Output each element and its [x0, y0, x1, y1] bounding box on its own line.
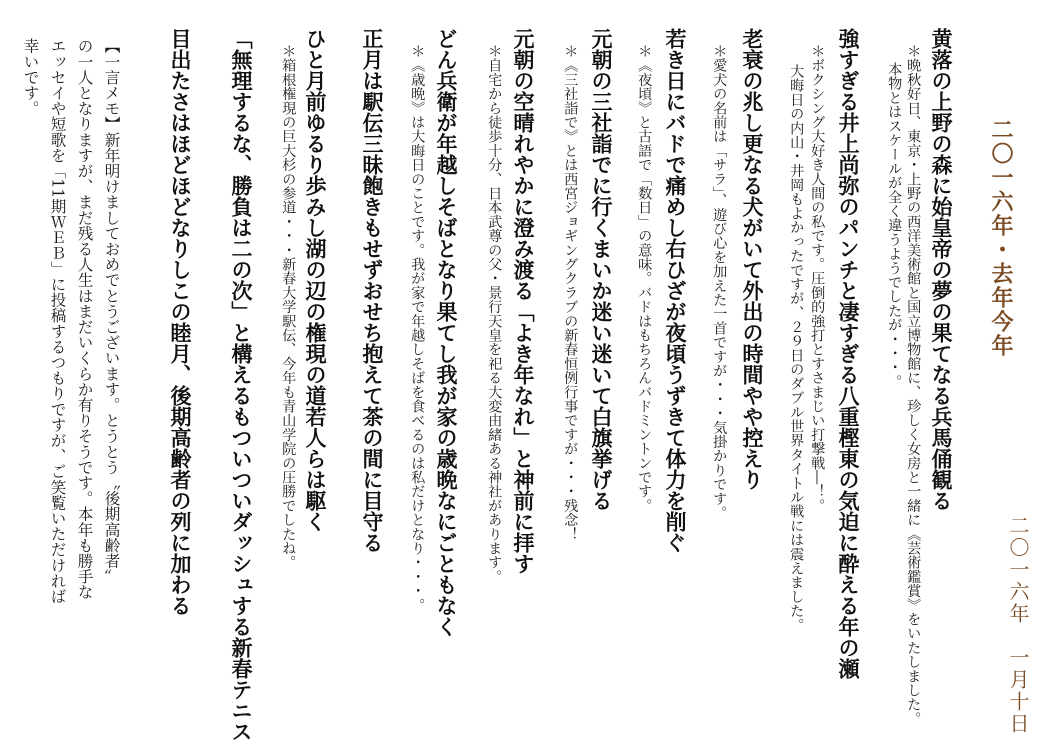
- poem-3: 老衰の兆し更なる犬がいて外出の時間やや控えり: [740, 28, 765, 490]
- poem-2: 強すぎる井上尚弥のパンチと凄すぎる八重樫東の気迫に酔える年の瀬: [836, 28, 861, 679]
- note-6-line-1: ＊自宅から徒歩十分、日本武尊の父・景行天皇を祀る大変由緒ある神社があります。: [486, 44, 503, 584]
- poem-6: 元朝の空晴れやかに澄み渡る「よき年なれ」と神前に拝す: [511, 28, 536, 574]
- memo-line-3: エッセイや短歌を「11期ＷＥＢ」に投稿するつもりですが、ご笑覧いただければ: [48, 38, 67, 604]
- page-title: 二〇一六年・去年今年: [988, 118, 1014, 358]
- note-4-line-1: ＊《夜頃》と古語で「数日」の意味。バドはもちろんバドミントンです。: [636, 44, 653, 513]
- note-2-line-1: ＊ボクシング大好き人間の私です。圧倒的強打とすさまじい打撃戦―！。: [809, 44, 826, 513]
- poem-4: 若き日にバドで痛めし右ひざが夜頃うずきて体力を削ぐ: [663, 28, 688, 553]
- note-7-line-1: ＊《歳晩》は大晦日のことです。我が家で年越しそばを食べるのは私だけとなり・・・。: [409, 44, 426, 612]
- poem-7: どん兵衛が年越しそばとなり果てし我が家の歳晩なにごともなく: [434, 28, 459, 637]
- note-1-line-2: 本物とはスケールが全く違うようでしたが・・・。: [886, 62, 903, 389]
- note-9-line-1: ＊箱根権現の巨大杉の参道・・・新春大学駅伝、今年も青山学院の圧勝でしたね。: [280, 44, 297, 570]
- poem-8: 正月は駅伝三昧飽きもせずおせち抱えて茶の間に目守る: [360, 28, 385, 553]
- note-1-line-1: ＊晩秋好日、東京・上野の西洋美術館と国立博物館に、珍しく女房と一緒に《芸術鑑賞》をいたしました。: [905, 44, 922, 726]
- memo-line-1: 【一言メモ】新年明けましておめでとうございます。とうとう〝後期高齢者〟: [102, 38, 121, 584]
- poem-10: 「無理するな、勝負は二の次」と構えるもついついダッシュする新春テニス: [229, 28, 254, 742]
- memo-line-2: の一人となりますが、まだ残る人生はまだいくらか有りそうです。本年も勝手な: [75, 38, 94, 600]
- date-line: 二〇一六年 一月十日: [1006, 515, 1030, 735]
- poem-5: 元朝の三社詣でに行くまいか迷い迷いて白旗挙げる: [589, 28, 614, 511]
- poem-1: 黄落の上野の森に始皇帝の夢の果てなる兵馬俑観る: [929, 28, 954, 511]
- memo-line-4: 幸いです。: [21, 38, 40, 116]
- note-5-line-1: ＊《三社詣で》とは西宮ジョギングクラブの新春恒例行事ですが・・・残念！: [562, 44, 579, 541]
- poem-9: ひと月前ゆるり歩みし湖の辺の権現の道若人らは駆く: [303, 28, 328, 532]
- note-3-line-1: ＊愛犬の名前は「サラ」、遊び心を加えた一首ですが・・・気掛かりです。: [711, 44, 728, 520]
- note-2-line-2: 大晦日の内山・井岡もよかったですが、２９日のダブル世界タイトル戦には震えました。: [788, 64, 805, 632]
- poem-11: 目出たさはほどほどなりしこの睦月、後期高齢者の列に加わる: [168, 28, 193, 616]
